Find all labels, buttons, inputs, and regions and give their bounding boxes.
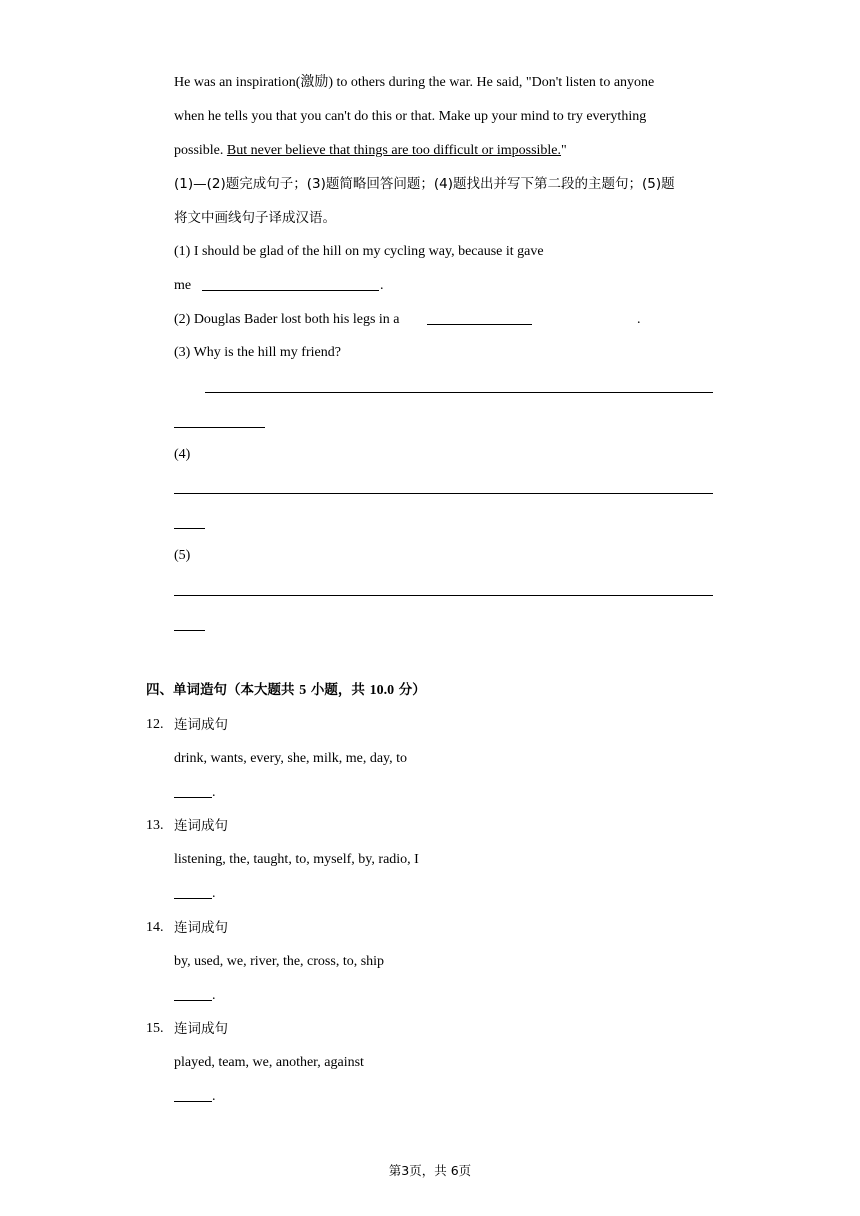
question-5: (5): [174, 548, 191, 563]
item-13-end: .: [212, 886, 216, 901]
question-1-end: .: [380, 278, 384, 293]
passage-line-2: when he tells you that you can't do this or that. Make up your mind to try everything: [174, 109, 647, 124]
underlined-sentence: But never believe that things are too difficult or impossible.: [226, 143, 562, 158]
section-4-heading-e: 分）: [394, 682, 426, 698]
section-4-question-count: 5: [299, 683, 307, 698]
answer-line-q3-b[interactable]: [174, 427, 265, 428]
item-15-number: 15.: [146, 1021, 164, 1036]
item-15-words: played, team, we, another, against: [174, 1055, 364, 1070]
item-14-end: .: [212, 988, 216, 1003]
answer-line-q3-a[interactable]: [205, 392, 713, 393]
passage-line-3-end: ": [561, 143, 567, 158]
answer-line-q4-a[interactable]: [174, 493, 713, 494]
question-2: (2) Douglas Bader lost both his legs in a: [174, 312, 400, 327]
question-4: (4): [174, 447, 191, 462]
item-14-answer-blank[interactable]: [174, 1000, 212, 1001]
item-12-words: drink, wants, every, she, milk, me, day, to: [174, 751, 408, 766]
question-3: (3) Why is the hill my friend?: [174, 345, 341, 360]
question-1-line-2: [174, 276, 191, 296]
passage-line-3: [174, 141, 567, 161]
section-4-heading-c: 小题，共: [306, 682, 370, 698]
answer-line-q4-b[interactable]: [174, 528, 205, 529]
page-footer: 第3页，共 6页: [388, 1163, 472, 1178]
answer-line-q5-a[interactable]: [174, 595, 713, 596]
question-1-me: me: [174, 278, 192, 293]
item-12-label: 连词成句: [174, 717, 228, 733]
item-13-label: 连词成句: [174, 818, 228, 834]
item-12-number: 12.: [146, 717, 164, 732]
instructions-line-2: 将文中画线句子译成汉语。: [174, 210, 336, 226]
item-14-number: 14.: [146, 920, 164, 935]
item-15-end: .: [212, 1089, 216, 1104]
section-4-heading-a: 四、单词造句（本大题共: [146, 682, 300, 698]
instructions-line-1: (1)—(2)题完成句子；(3)题简略回答问题；(4)题找出并写下第二段的主题句；(5)题: [174, 176, 675, 192]
item-14-words: by, used, we, river, the, cross, to, ship: [174, 954, 385, 969]
passage-line-3-plain: possible.: [174, 143, 227, 158]
item-13-answer-blank[interactable]: [174, 898, 212, 899]
item-13-number: 13.: [146, 818, 164, 833]
item-12-end: .: [212, 785, 216, 800]
item-13-words: listening, the, taught, to, myself, by, radio, I: [174, 852, 419, 867]
item-15-answer-blank[interactable]: [174, 1101, 212, 1102]
question-1-line-1: (1) I should be glad of the hill on my cycling way, because it gave: [174, 244, 544, 259]
answer-blank-q1[interactable]: [202, 290, 379, 291]
section-4-points: 10.0: [369, 683, 395, 698]
section-4-heading: [146, 680, 426, 701]
question-2-end: .: [637, 312, 641, 327]
item-15-label: 连词成句: [174, 1021, 228, 1037]
item-12-answer-blank[interactable]: [174, 797, 212, 798]
answer-line-q5-b[interactable]: [174, 630, 205, 631]
item-14-label: 连词成句: [174, 920, 228, 936]
answer-blank-q2[interactable]: [427, 324, 532, 325]
passage-line-1: He was an inspiration(激励) to others during the war. He said, "Don't listen to anyone: [174, 75, 655, 90]
